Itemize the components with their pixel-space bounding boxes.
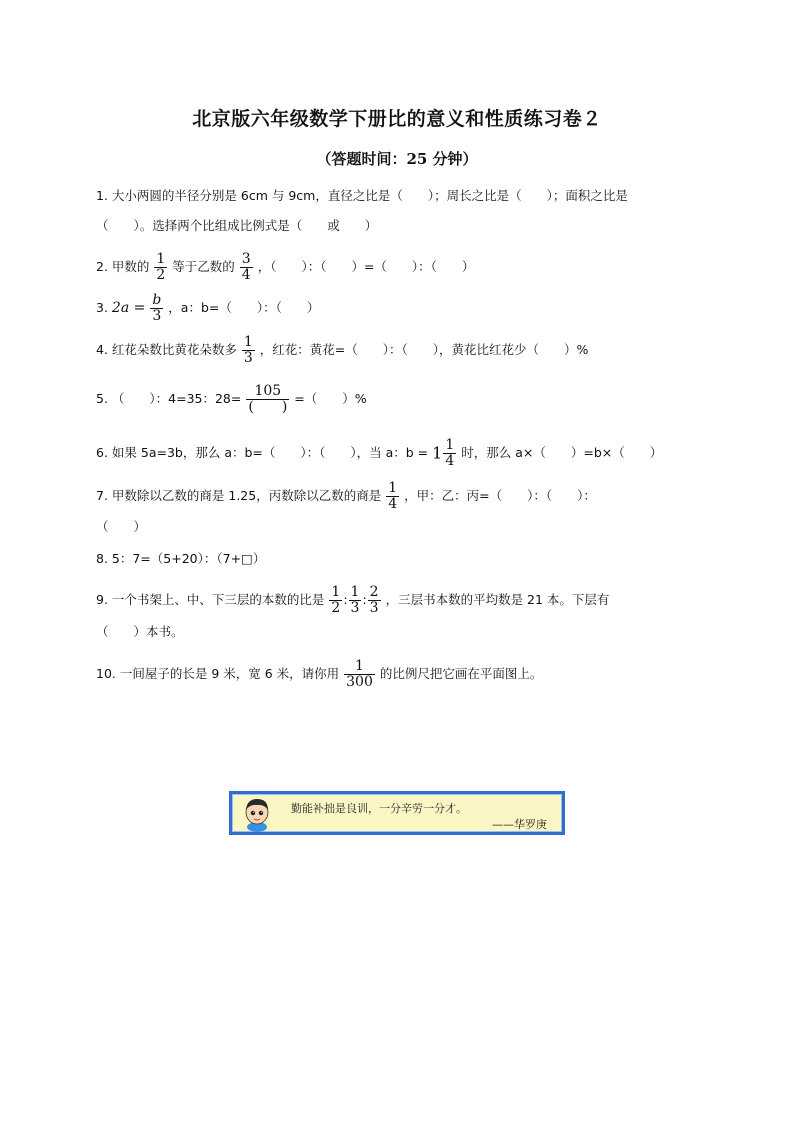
- fraction-one-quarter: $\frac{1}{4}$: [445, 437, 455, 469]
- question-7-line-2: （ ）: [96, 519, 147, 534]
- question-1-line-1: 1. 大小两圆的半径分别是 6cm 与 9cm，直径之比是（ ）；周长之比是（ ）；面积之比是: [96, 188, 628, 203]
- fraction-three-quarters: $\frac{3}{4}$: [241, 251, 251, 283]
- question-6-suffix: 时，那么 a×（ ）=b×（ ）: [461, 445, 663, 460]
- boy-avatar-icon: [239, 796, 275, 832]
- question-9-suffix: ，三层书本数的平均数是 21 本。下层有: [385, 592, 610, 607]
- fraction-one-over-300: $\frac{1}{300}$: [346, 658, 373, 690]
- fraction-one-half: $\frac{1}{2}$: [156, 251, 166, 283]
- fraction-one-third-q9: $\frac{1}{3}$: [350, 584, 360, 616]
- question-9-prefix: 9. 一个书架上、中、下三层的本数的比是: [96, 592, 325, 607]
- question-10-prefix: 10. 一间屋子的长是 9 米，宽 6 米，请你用: [96, 666, 340, 681]
- fraction-one-half-q9: $\frac{1}{2}$: [331, 584, 341, 616]
- question-8: 8. 5：7=（5+20）：（7+□）: [96, 551, 266, 566]
- fraction-b-over-3: $\frac{b}{3}$: [152, 292, 162, 324]
- question-5: [96, 384, 716, 415]
- question-6-prefix: 6. 如果 5a=3b，那么 a：b=（ ）：（ ），当 a：b =: [96, 445, 429, 460]
- question-9: [96, 585, 716, 616]
- question-3: [96, 293, 716, 324]
- question-2-prefix: 2. 甲数的: [96, 259, 150, 274]
- question-3-suffix: ，a：b=（ ）：（ ）: [168, 300, 320, 315]
- question-1-line-2: （ ）。选择两个比组成比例式是（ 或 ）: [96, 218, 378, 233]
- question-6: [96, 438, 716, 469]
- question-9-line-2: （ ）本书。: [96, 624, 184, 639]
- fraction-two-thirds-q9: $\frac{2}{3}$: [369, 584, 379, 616]
- page-title: 北京版六年级数学下册比的意义和性质练习卷２: [192, 108, 602, 130]
- question-2-middle: 等于乙数的: [172, 259, 235, 274]
- motto-quote: 勤能补拙是良训，一分辛劳一分才。: [291, 802, 467, 815]
- question-10-suffix: 的比例尺把它画在平面图上。: [379, 666, 543, 681]
- page-subtitle: （答题时间：25 分钟）: [316, 150, 478, 168]
- motto-author: ——华罗庚: [492, 818, 547, 831]
- question-4: [96, 335, 716, 366]
- fraction-one-quarter-q7: $\frac{1}{4}$: [388, 480, 398, 512]
- question-3-prefix: 3.: [96, 300, 108, 315]
- ratio-separator: :: [343, 592, 348, 607]
- ratio-separator: :: [362, 592, 367, 607]
- question-7-prefix: 7. 甲数除以乙数的商是 1.25，丙数除以乙数的商是: [96, 488, 382, 503]
- question-10: [96, 659, 716, 690]
- motto-banner: [229, 791, 565, 835]
- question-7: [96, 481, 716, 512]
- question-3-equation-lhs: 2a =: [111, 300, 146, 316]
- question-2: [96, 252, 716, 283]
- question-7-suffix: ，甲：乙：丙=（ ）：（ ）：: [404, 488, 596, 503]
- question-4-suffix: ，红花：黄花=（ ）：（ ），黄花比红花少（ ）%: [259, 342, 589, 357]
- question-4-prefix: 4. 红花朵数比黄花朵数多: [96, 342, 237, 357]
- question-5-suffix: =（ ）%: [294, 391, 367, 406]
- fraction-105-over-blank: $\frac{105}{( )}$: [248, 383, 288, 415]
- question-5-prefix: 5. （ ）：4=35：28=: [96, 391, 242, 406]
- fraction-one-third: $\frac{1}{3}$: [243, 334, 253, 366]
- motto-banner-panel: [232, 794, 562, 832]
- mixed-number-whole: 1: [432, 443, 443, 463]
- question-2-suffix: ，（ ）：（ ）=（ ）：（ ）: [257, 259, 475, 274]
